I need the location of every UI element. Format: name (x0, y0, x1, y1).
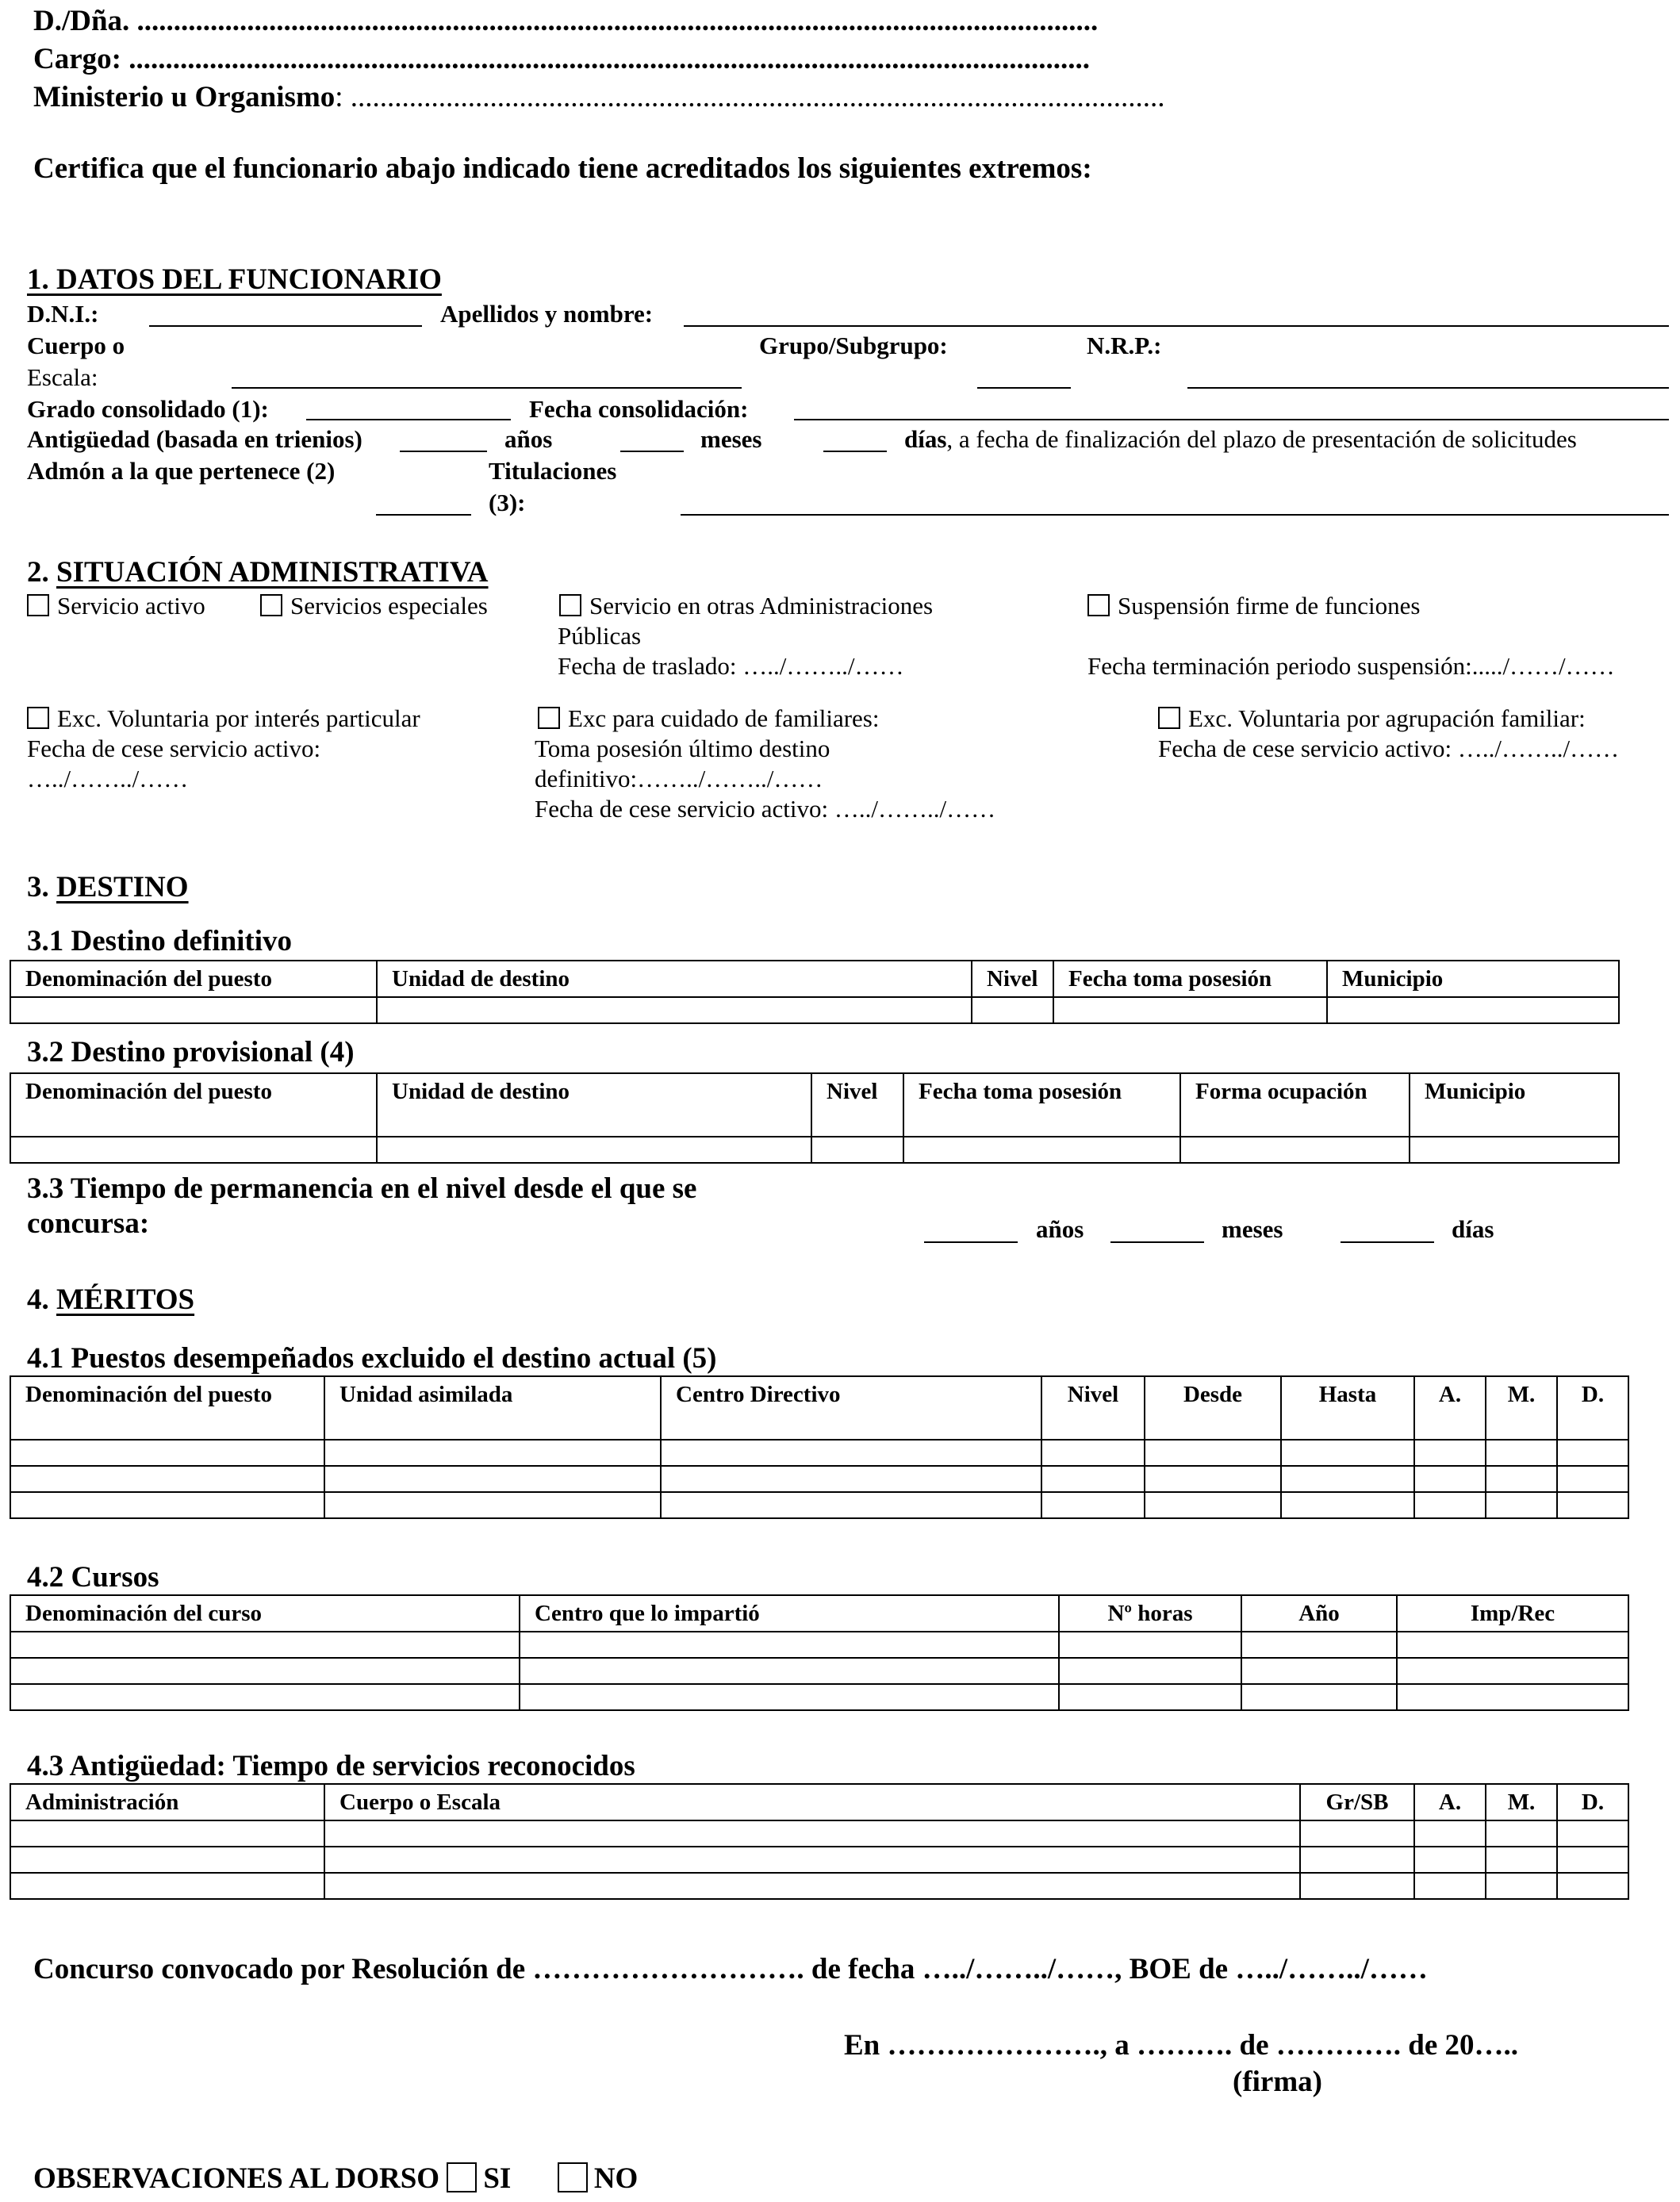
publicas-label: Públicas (558, 622, 642, 650)
table-row (10, 1137, 1619, 1163)
dias-text (904, 427, 1577, 451)
table-cell[interactable] (1486, 1820, 1557, 1847)
section2-num: 2. (27, 556, 56, 589)
nrp-field[interactable] (1187, 387, 1669, 389)
table-cell[interactable] (10, 1440, 324, 1466)
meses-label: meses (700, 425, 762, 453)
table-cell[interactable] (324, 1492, 661, 1518)
table-cell[interactable] (1486, 1466, 1557, 1492)
table-header: Nivel (972, 961, 1053, 997)
table-cell[interactable] (1414, 1440, 1486, 1466)
table-cell[interactable] (1486, 1440, 1557, 1466)
s33-dias-label: días (1452, 1215, 1494, 1243)
table-cell[interactable] (1041, 1440, 1145, 1466)
ministerio-line[interactable] (33, 82, 1165, 112)
fecha-terminacion-field[interactable]: Fecha terminación periodo suspensión:...../……/…… (1087, 652, 1615, 680)
s33-meses-field[interactable] (1110, 1241, 1204, 1243)
antiguedad-label: Antigüedad (basada en trienios) (27, 425, 362, 453)
table-cell[interactable] (903, 1137, 1180, 1163)
table-row (10, 1658, 1628, 1684)
table-cell[interactable] (1241, 1632, 1397, 1658)
table-header: Imp/Rec (1397, 1595, 1628, 1632)
dias-label: días (904, 425, 947, 453)
cuerpo-escala-field[interactable] (232, 387, 742, 389)
certifica-text: Certifica que el funcionario abajo indicado tiene acreditados los siguientes extremos: (33, 152, 1092, 185)
s41-title: 4.1 Puestos desempeñados excluido el destino actual (5) (27, 1342, 717, 1375)
table-cell[interactable] (1300, 1820, 1414, 1847)
table-header: Unidad de destino (377, 1073, 811, 1137)
section4-num: 4. (27, 1283, 56, 1316)
table-cell[interactable] (1557, 1466, 1628, 1492)
table-header-row (10, 1784, 1628, 1820)
table-header: Denominación del puesto (10, 1376, 324, 1440)
si-checkbox-icon[interactable] (447, 2162, 477, 2192)
table-cell[interactable] (1300, 1873, 1414, 1899)
titulaciones-field[interactable] (681, 514, 1669, 516)
dias-rest: , a fecha de finalización del plazo de presentación de solicitudes (946, 425, 1577, 453)
table-cell[interactable] (324, 1440, 661, 1466)
s42-title: 4.2 Cursos (27, 1561, 159, 1594)
table-row (10, 1684, 1628, 1710)
table-row (10, 1440, 1628, 1466)
table-row (10, 997, 1619, 1023)
observaciones-row (33, 2162, 638, 2193)
table-cell[interactable] (10, 1137, 377, 1163)
dni-label: D.N.I.: (27, 300, 99, 328)
s33-title-line1: 3.3 Tiempo de permanencia en el nivel desde el que se (27, 1172, 697, 1205)
table-cell[interactable] (1486, 1847, 1557, 1873)
table-cell[interactable] (324, 1820, 1300, 1847)
table-cell[interactable] (1059, 1632, 1241, 1658)
suspension-option[interactable] (1087, 593, 1420, 618)
observaciones-label: OBSERVACIONES AL DORSO (33, 2162, 440, 2195)
table-row (10, 1632, 1628, 1658)
table-cell[interactable] (1486, 1492, 1557, 1518)
table-header: Fecha toma posesión (903, 1073, 1180, 1137)
servicio-activo-label: Servicio activo (57, 592, 205, 620)
table-header: Forma ocupación (1180, 1073, 1410, 1137)
toma-posesion-label: Toma posesión último destino (535, 735, 830, 762)
servicio-otras-option[interactable] (559, 593, 933, 618)
grupo-label: Grupo/Subgrupo: (759, 332, 948, 359)
table-cell[interactable] (10, 1632, 520, 1658)
table-cell[interactable] (1059, 1658, 1241, 1684)
table-cell[interactable] (10, 1658, 520, 1684)
table-cell[interactable] (661, 1492, 1041, 1518)
fecha-traslado-field[interactable]: Fecha de traslado: …../……../…… (558, 652, 904, 680)
section2-title (27, 558, 489, 587)
table-header: Administración (10, 1784, 324, 1820)
table-cell[interactable] (1241, 1658, 1397, 1684)
table-cell[interactable] (1557, 1847, 1628, 1873)
puestos-table (10, 1375, 1629, 1519)
titulaciones-label: Titulaciones (489, 457, 617, 485)
table-cell[interactable] (1397, 1632, 1628, 1658)
admon-label: Admón a la que pertenece (2) (27, 457, 336, 485)
table-header: Nº horas (1059, 1595, 1241, 1632)
table-row (10, 1820, 1628, 1847)
admon-field[interactable] (376, 514, 471, 516)
destino-provisional-table (10, 1072, 1620, 1164)
table-header: Denominación del curso (10, 1595, 520, 1632)
titulaciones-3-label: (3): (489, 489, 526, 516)
table-cell[interactable] (10, 1492, 324, 1518)
table-header: Desde (1145, 1376, 1281, 1440)
table-row (10, 1873, 1628, 1899)
fecha-cese-1-label: Fecha de cese servicio activo: (27, 735, 321, 762)
exc-cuidado-option[interactable] (538, 706, 879, 731)
exc-agrupacion-label: Exc. Voluntaria por agrupación familiar: (1188, 704, 1586, 732)
table-cell[interactable] (10, 1873, 324, 1899)
table-header: Gr/SB (1300, 1784, 1414, 1820)
table-header: Municipio (1327, 961, 1619, 997)
table-header: Unidad asimilada (324, 1376, 661, 1440)
servicio-activo-option[interactable] (27, 593, 205, 618)
section4-label: MÉRITOS (56, 1283, 195, 1316)
table-cell[interactable] (1414, 1492, 1486, 1518)
suspension-label: Suspensión firme de funciones (1118, 592, 1421, 620)
exc-cuidado-label: Exc para cuidado de familiares: (568, 704, 880, 732)
table-header: Centro que lo impartió (520, 1595, 1059, 1632)
table-cell[interactable] (1410, 1137, 1619, 1163)
table-cell[interactable] (1414, 1847, 1486, 1873)
cargo-line[interactable]: Cargo: ................................................................................................................................... (33, 43, 1090, 75)
checkbox-icon[interactable] (538, 707, 560, 729)
table-header-row (10, 961, 1619, 997)
table-cell[interactable] (1414, 1466, 1486, 1492)
checkbox-icon[interactable] (1158, 707, 1180, 729)
s33-anos-label: años (1036, 1215, 1084, 1243)
table-cell[interactable] (661, 1440, 1041, 1466)
table-cell[interactable] (10, 1820, 324, 1847)
table-cell[interactable] (324, 1466, 661, 1492)
table-header: Unidad de destino (377, 961, 972, 997)
exc-interes-label: Exc. Voluntaria por interés particular (57, 704, 420, 732)
s31-title: 3.1 Destino definitivo (27, 925, 293, 957)
table-cell[interactable] (520, 1658, 1059, 1684)
table-cell[interactable] (1557, 1440, 1628, 1466)
table-header-row (10, 1595, 1628, 1632)
table-cell[interactable] (1180, 1137, 1410, 1163)
table-cell[interactable] (1397, 1684, 1628, 1710)
table-header: Nivel (811, 1073, 903, 1137)
grupo-field[interactable] (977, 387, 1071, 389)
table-row (10, 1466, 1628, 1492)
exc-agrupacion-option[interactable] (1158, 706, 1586, 731)
table-header: Municipio (1410, 1073, 1619, 1137)
s33-meses-label: meses (1222, 1215, 1283, 1243)
fecha-cese-3-field[interactable]: Fecha de cese servicio activo: …../……../…… (1158, 735, 1620, 762)
table-header: Cuerpo o Escala (324, 1784, 1300, 1820)
table-header: Centro Directivo (661, 1376, 1041, 1440)
cursos-table (10, 1594, 1629, 1711)
table-header: M. (1486, 1784, 1557, 1820)
checkbox-icon[interactable] (27, 707, 49, 729)
table-cell[interactable] (1281, 1492, 1414, 1518)
table-header: Nivel (1041, 1376, 1145, 1440)
table-cell[interactable] (1300, 1847, 1414, 1873)
table-cell[interactable] (10, 1466, 324, 1492)
table-cell[interactable] (520, 1632, 1059, 1658)
exc-interes-option[interactable] (27, 706, 420, 731)
s33-anos-field[interactable] (924, 1241, 1018, 1243)
section4-title (27, 1285, 194, 1314)
grado-label: Grado consolidado (1): (27, 395, 269, 423)
table-cell[interactable] (1241, 1684, 1397, 1710)
apellidos-field[interactable] (684, 325, 1669, 327)
table-cell[interactable] (1145, 1466, 1281, 1492)
table-cell[interactable] (10, 1684, 520, 1710)
section1-title: 1. DATOS DEL FUNCIONARIO (27, 263, 442, 296)
table-cell[interactable] (1414, 1820, 1486, 1847)
table-header: D. (1557, 1376, 1628, 1440)
s43-title: 4.3 Antigüedad: Tiempo de servicios reconocidos (27, 1750, 635, 1782)
table-header-row (10, 1073, 1619, 1137)
table-row (10, 1492, 1628, 1518)
section2-label: SITUACIÓN ADMINISTRATIVA (56, 556, 489, 589)
meses-field[interactable] (620, 451, 684, 452)
en-fecha-line[interactable]: En …………………., a ………. de …………. de 20….. (844, 2029, 1519, 2062)
table-header: Denominación del puesto (10, 961, 377, 997)
fecha-cese-2-field[interactable]: Fecha de cese servicio activo: …../……../…… (535, 795, 996, 823)
dias-field[interactable] (823, 451, 887, 452)
definitivo-field[interactable]: definitivo:……../……../…… (535, 765, 823, 792)
dni-field[interactable] (149, 325, 422, 327)
table-header: D. (1557, 1784, 1628, 1820)
fecha-cese-1-field[interactable]: …../……../…… (27, 765, 189, 792)
table-cell[interactable] (1145, 1492, 1281, 1518)
table-cell[interactable] (10, 997, 377, 1023)
no-checkbox-icon[interactable] (558, 2162, 588, 2192)
no-label: NO (593, 2162, 639, 2195)
fecha-consolidacion-field[interactable] (794, 419, 1669, 420)
destino-definitivo-table (10, 960, 1620, 1024)
table-cell[interactable] (10, 1847, 324, 1873)
concurso-line[interactable]: Concurso convocado por Resolución de ………………………. de fecha …../……../……, BOE de …../……../…… (33, 1953, 1428, 1985)
ministerio-label: Ministerio u Organismo (33, 81, 336, 113)
table-cell[interactable] (1281, 1466, 1414, 1492)
checkbox-icon[interactable] (559, 594, 581, 616)
servicios-especiales-label: Servicios especiales (290, 592, 488, 620)
servicio-otras-label: Servicio en otras Administraciones (589, 592, 934, 620)
table-cell[interactable] (1557, 1873, 1628, 1899)
cuerpo-label: Cuerpo o (27, 332, 125, 359)
table-header: A. (1414, 1376, 1486, 1440)
section3-title (27, 873, 189, 902)
s32-title: 3.2 Destino provisional (4) (27, 1036, 355, 1068)
table-cell[interactable] (1145, 1440, 1281, 1466)
section3-label: DESTINO (56, 871, 189, 903)
table-cell[interactable] (324, 1873, 1300, 1899)
checkbox-icon[interactable] (27, 594, 49, 616)
nrp-label: N.R.P.: (1087, 332, 1162, 359)
table-cell[interactable] (1281, 1440, 1414, 1466)
table-cell[interactable] (377, 997, 972, 1023)
escala-label: Escala: (27, 363, 98, 391)
table-cell[interactable] (1557, 1820, 1628, 1847)
table-cell[interactable] (1327, 997, 1619, 1023)
checkbox-icon[interactable] (1087, 594, 1110, 616)
table-cell[interactable] (377, 1137, 811, 1163)
table-cell[interactable] (811, 1137, 903, 1163)
table-header: A. (1414, 1784, 1486, 1820)
firma-label: (firma) (1233, 2066, 1322, 2098)
table-cell[interactable] (1414, 1873, 1486, 1899)
table-header: Año (1241, 1595, 1397, 1632)
table-cell[interactable] (1557, 1492, 1628, 1518)
table-header-row (10, 1376, 1628, 1440)
si-label: SI (483, 2162, 512, 2195)
table-cell[interactable] (1041, 1492, 1145, 1518)
table-cell[interactable] (661, 1466, 1041, 1492)
table-header: Fecha toma posesión (1053, 961, 1327, 997)
table-cell[interactable] (1059, 1684, 1241, 1710)
table-cell[interactable] (1486, 1873, 1557, 1899)
anos-label: años (504, 425, 553, 453)
ministerio-dots: : ............................................................................................................... (335, 81, 1165, 113)
grado-field[interactable] (306, 419, 511, 420)
table-row (10, 1847, 1628, 1873)
antiguedad-table (10, 1783, 1629, 1900)
s33-title-line2: concursa: (27, 1207, 150, 1240)
table-cell[interactable] (1041, 1466, 1145, 1492)
servicios-especiales-option[interactable] (260, 593, 488, 618)
table-cell[interactable] (972, 997, 1053, 1023)
fecha-consolidacion-label: Fecha consolidación: (529, 395, 749, 423)
s33-dias-field[interactable] (1341, 1241, 1434, 1243)
table-cell[interactable] (520, 1684, 1059, 1710)
table-cell[interactable] (1397, 1658, 1628, 1684)
table-cell[interactable] (324, 1847, 1300, 1873)
table-header: Hasta (1281, 1376, 1414, 1440)
table-cell[interactable] (1053, 997, 1327, 1023)
apellidos-label: Apellidos y nombre: (440, 300, 654, 328)
table-header: M. (1486, 1376, 1557, 1440)
checkbox-icon[interactable] (260, 594, 282, 616)
dna-line[interactable]: D./Dña. ................................................................................................................................... (33, 5, 1099, 37)
section3-num: 3. (27, 871, 56, 903)
anos-field[interactable] (400, 451, 487, 452)
table-header: Denominación del puesto (10, 1073, 377, 1137)
